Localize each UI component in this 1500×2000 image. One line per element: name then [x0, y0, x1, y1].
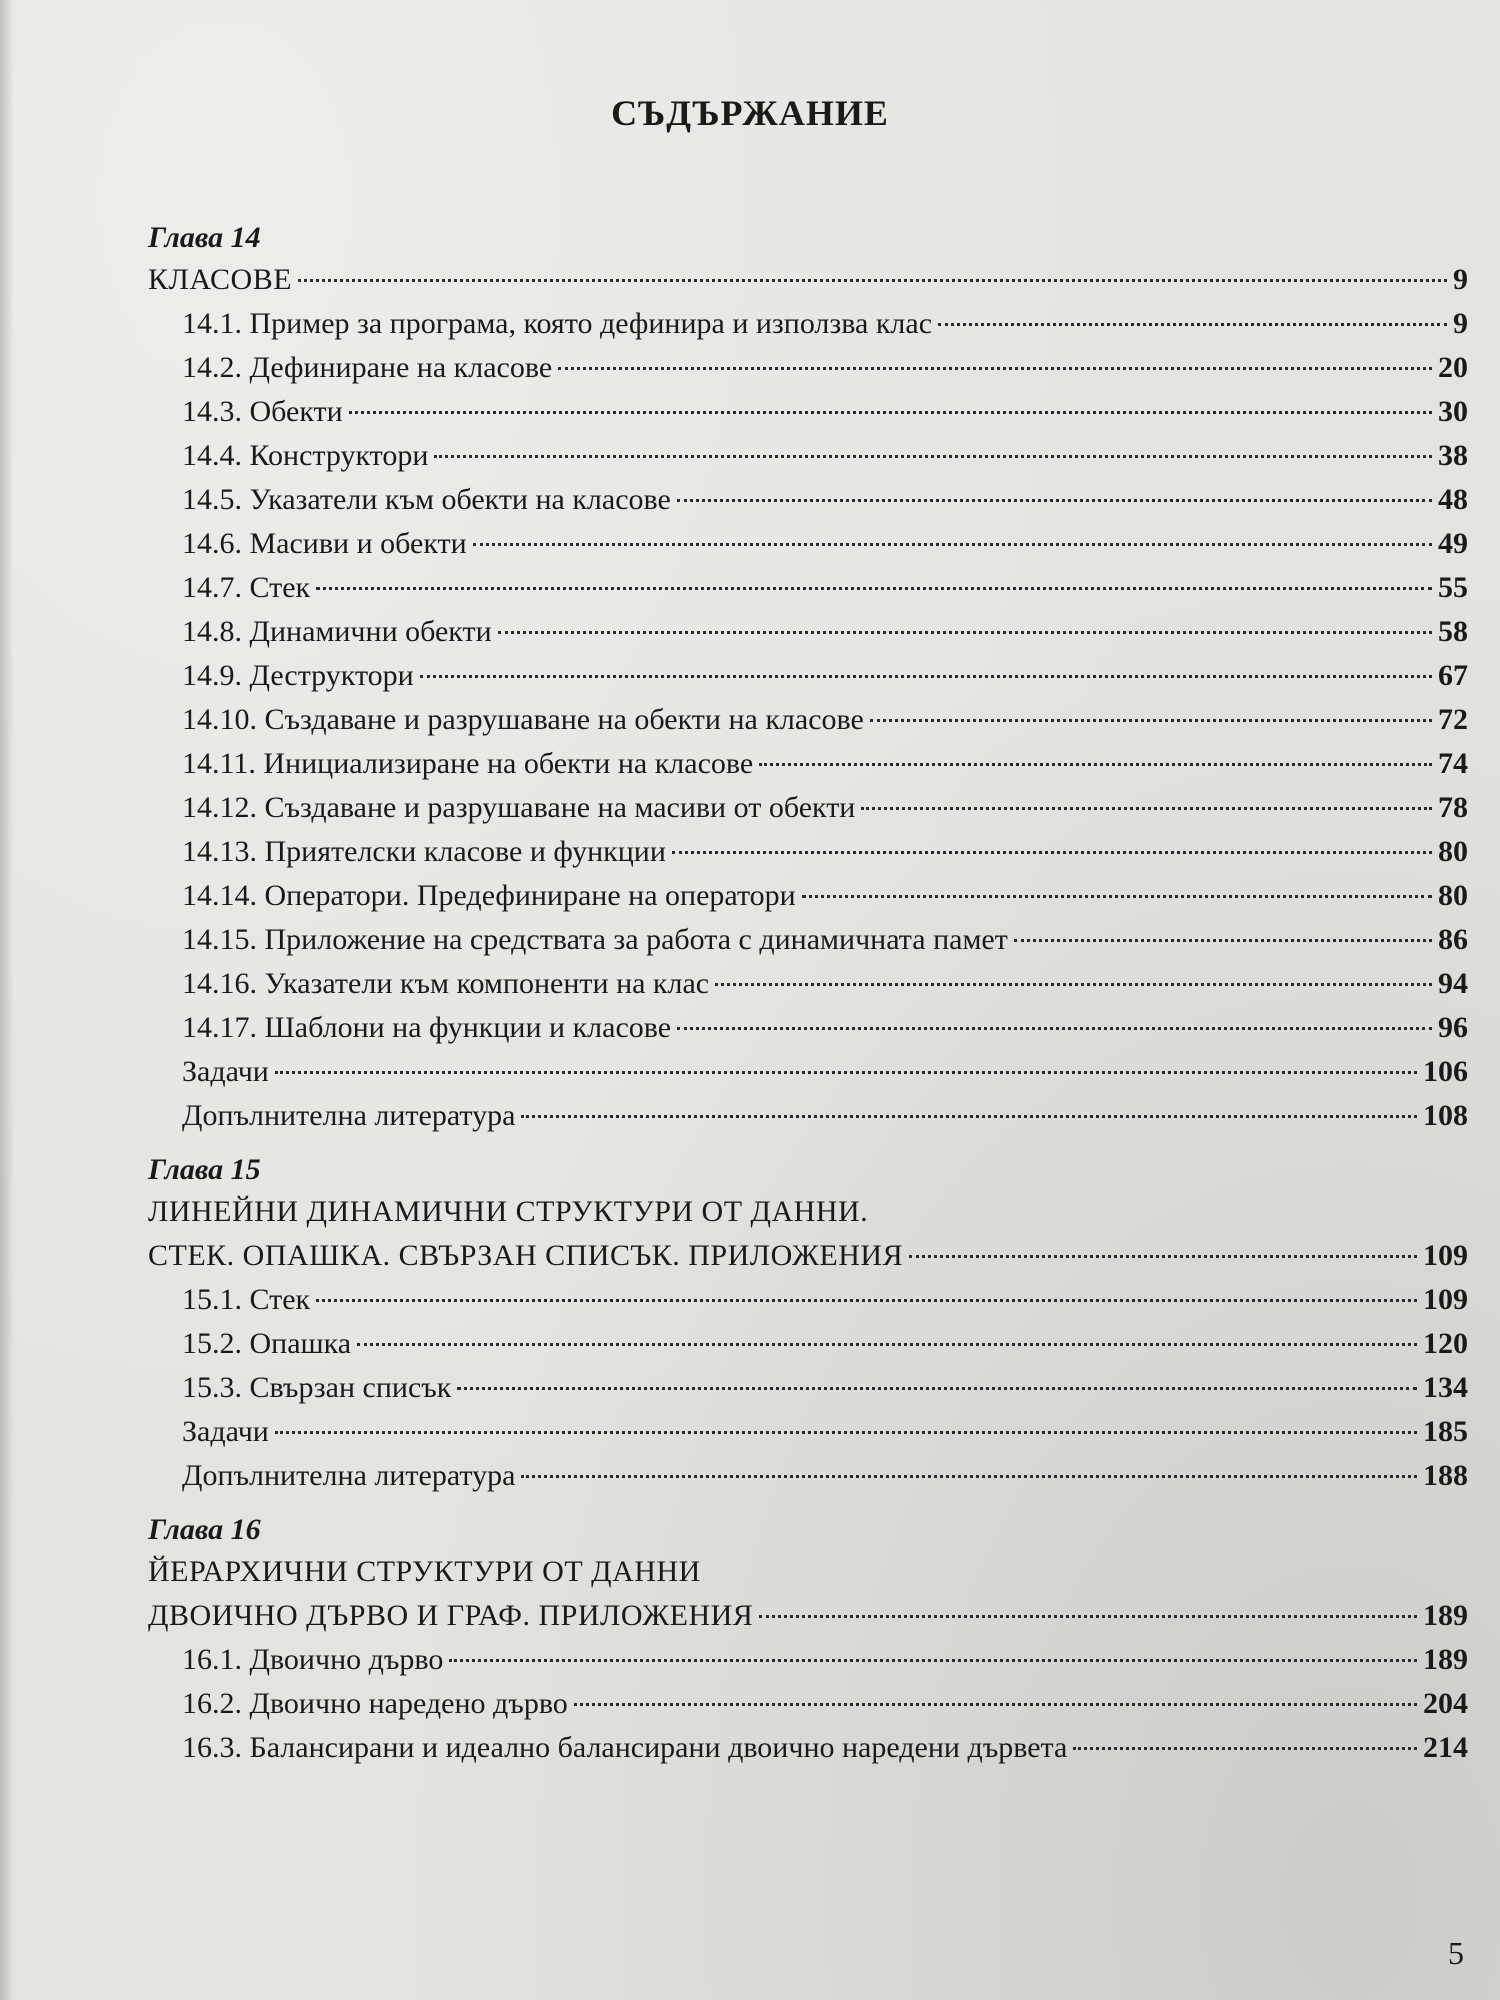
dot-leader — [677, 499, 1432, 502]
toc-entry-page: 185 — [1423, 1415, 1468, 1448]
toc-entry-label: 14.1. Пример за програма, която дефинира и използва клас — [182, 307, 933, 340]
toc-entry[interactable] — [148, 1322, 1468, 1366]
toc-entry-label: Допълнителна литература — [182, 1459, 516, 1492]
toc-entry-page: 49 — [1438, 527, 1468, 560]
table-of-contents — [148, 218, 1468, 1774]
chapter-block — [148, 1150, 1468, 1498]
dot-leader — [357, 1343, 1417, 1346]
toc-entry[interactable] — [148, 918, 1468, 962]
toc-entry-label: КЛАСОВЕ — [148, 263, 293, 296]
chapter-title-entry[interactable] — [148, 258, 1468, 302]
toc-entry-label: ДВОИЧНО ДЪРВО И ГРАФ. ПРИЛОЖЕНИЯ — [148, 1599, 754, 1632]
toc-entry[interactable] — [148, 830, 1468, 874]
toc-entry[interactable] — [148, 1638, 1468, 1682]
dot-leader — [870, 719, 1432, 722]
toc-entry-label: 16.2. Двоично наредено дърво — [182, 1687, 568, 1720]
page-title: СЪДЪРЖАНИЕ — [611, 93, 889, 133]
toc-entry[interactable] — [148, 390, 1468, 434]
toc-entry-label: Задачи — [182, 1055, 269, 1088]
toc-entry-label: 14.4. Конструктори — [182, 439, 429, 472]
toc-entry-label: 15.3. Свързан списък — [182, 1371, 452, 1404]
toc-entry-label: 16.3. Балансирани и идеално балансирани двоично наредени дървета — [182, 1731, 1068, 1764]
toc-entry-page: 9 — [1453, 307, 1468, 340]
toc-entry-label: 15.2. Опашка — [182, 1327, 352, 1360]
toc-entry-page: 94 — [1438, 967, 1468, 1000]
chapter-title-entry[interactable] — [148, 1594, 1468, 1638]
toc-entry-label: 14.8. Динамични обекти — [182, 615, 492, 648]
dot-leader — [473, 543, 1432, 546]
toc-entry[interactable] — [148, 1726, 1468, 1770]
dot-leader — [938, 323, 1447, 326]
dot-leader — [521, 1475, 1417, 1478]
toc-entry[interactable] — [148, 346, 1468, 390]
toc-entry-page: 188 — [1423, 1459, 1468, 1492]
chapter-title-entry[interactable] — [148, 1234, 1468, 1278]
dot-leader — [521, 1115, 1417, 1118]
toc-entry-label: Допълнителна литература — [182, 1099, 516, 1132]
toc-entry-label: 14.2. Дефиниране на класове — [182, 351, 553, 384]
dot-leader — [802, 895, 1432, 898]
toc-entry-page: 80 — [1438, 879, 1468, 912]
toc-entry-label: 14.7. Стек — [182, 571, 311, 604]
toc-entry[interactable] — [148, 698, 1468, 742]
dot-leader — [498, 631, 1432, 634]
chapter-title-line: ЛИНЕЙНИ ДИНАМИЧНИ СТРУКТУРИ ОТ ДАННИ. — [148, 1195, 869, 1228]
toc-entry[interactable] — [148, 302, 1468, 346]
dot-leader — [1073, 1747, 1417, 1750]
toc-entry-page: 78 — [1438, 791, 1468, 824]
toc-entry-label: 14.12. Създаване и разрушаване на масиви от обекти — [182, 791, 856, 824]
page-edge-shadow — [0, 0, 14, 2000]
dot-leader — [316, 587, 1432, 590]
toc-entry-label: 14.13. Приятелски класове и функции — [182, 835, 666, 868]
toc-entry-label: 15.1. Стек — [182, 1283, 311, 1316]
toc-entry[interactable] — [148, 654, 1468, 698]
toc-entry-page: 20 — [1438, 351, 1468, 384]
toc-entry[interactable] — [148, 874, 1468, 918]
chapter-label: Глава 16 — [148, 1513, 261, 1546]
toc-entry[interactable] — [148, 1094, 1468, 1138]
toc-entry-page: 189 — [1423, 1643, 1468, 1676]
page-number: 5 — [1448, 1935, 1464, 1971]
toc-entry-label: 14.5. Указатели към обекти на класове — [182, 483, 671, 516]
toc-entry[interactable] — [148, 1366, 1468, 1410]
dot-leader — [449, 1659, 1417, 1662]
dot-leader — [861, 807, 1432, 810]
chapter-label: Глава 14 — [148, 221, 261, 254]
toc-entry[interactable] — [148, 1050, 1468, 1094]
dot-leader — [420, 675, 1432, 678]
toc-entry[interactable] — [148, 1410, 1468, 1454]
dot-leader — [672, 851, 1432, 854]
toc-entry-page: 80 — [1438, 835, 1468, 868]
toc-entry-page: 30 — [1438, 395, 1468, 428]
dot-leader — [349, 411, 1432, 414]
toc-entry[interactable] — [148, 610, 1468, 654]
dot-leader — [558, 367, 1432, 370]
toc-entry-page: 55 — [1438, 571, 1468, 604]
chapter-block — [148, 218, 1468, 1138]
toc-entry[interactable] — [148, 478, 1468, 522]
dot-leader — [574, 1703, 1417, 1706]
toc-entry[interactable] — [148, 434, 1468, 478]
toc-entry[interactable] — [148, 1006, 1468, 1050]
toc-entry-page: 109 — [1423, 1239, 1468, 1272]
dot-leader — [677, 1027, 1432, 1030]
dot-leader — [316, 1299, 1417, 1302]
toc-entry-page: 134 — [1423, 1371, 1468, 1404]
toc-entry-label: 14.15. Приложение на средствата за работа с динамичната памет — [182, 923, 1008, 956]
dot-leader — [298, 279, 1447, 282]
dot-leader — [759, 763, 1432, 766]
dot-leader — [275, 1071, 1417, 1074]
toc-entry-label: 14.10. Създаване и разрушаване на обекти на класове — [182, 703, 864, 736]
toc-entry-page: 189 — [1423, 1599, 1468, 1632]
toc-entry[interactable] — [148, 1278, 1468, 1322]
toc-entry-page: 48 — [1438, 483, 1468, 516]
toc-entry-page: 67 — [1438, 659, 1468, 692]
toc-entry-label: 14.11. Инициализиране на обекти на класове — [182, 747, 754, 780]
dot-leader — [909, 1255, 1417, 1258]
toc-entry-label: 16.1. Двоично дърво — [182, 1643, 444, 1676]
toc-entry-page: 58 — [1438, 615, 1468, 648]
toc-entry-page: 106 — [1423, 1055, 1468, 1088]
toc-entry-page: 9 — [1453, 263, 1468, 296]
toc-entry-label: 14.6. Масиви и обекти — [182, 527, 467, 560]
dot-leader — [457, 1387, 1417, 1390]
dot-leader — [1014, 939, 1432, 942]
toc-entry-label: 14.16. Указатели към компоненти на клас — [182, 967, 710, 1000]
toc-entry-page: 74 — [1438, 747, 1468, 780]
toc-entry-label: Задачи — [182, 1415, 269, 1448]
chapter-block — [148, 1510, 1468, 1770]
chapter-title-line: ЙЕРАРХИЧНИ СТРУКТУРИ ОТ ДАННИ — [148, 1555, 701, 1588]
toc-entry-page: 109 — [1423, 1283, 1468, 1316]
toc-entry-page: 204 — [1423, 1687, 1468, 1720]
toc-entry-label: 14.17. Шаблони на функции и класове — [182, 1011, 672, 1044]
toc-entry-label: 14.9. Деструктори — [182, 659, 414, 692]
toc-entry[interactable] — [148, 962, 1468, 1006]
chapter-label: Глава 15 — [148, 1153, 261, 1186]
toc-entry[interactable] — [148, 1682, 1468, 1726]
toc-entry-page: 108 — [1423, 1099, 1468, 1132]
toc-entry[interactable] — [148, 522, 1468, 566]
toc-entry-label: СТЕК. ОПАШКА. СВЪРЗАН СПИСЪК. ПРИЛОЖЕНИЯ — [148, 1239, 904, 1272]
toc-entry[interactable] — [148, 1454, 1468, 1498]
toc-entry[interactable] — [148, 742, 1468, 786]
toc-entry[interactable] — [148, 786, 1468, 830]
toc-entry-page: 96 — [1438, 1011, 1468, 1044]
dot-leader — [715, 983, 1432, 986]
toc-entry-page: 72 — [1438, 703, 1468, 736]
toc-entry-page: 120 — [1423, 1327, 1468, 1360]
toc-entry-page: 86 — [1438, 923, 1468, 956]
toc-entry-label: 14.3. Обекти — [182, 395, 343, 428]
toc-entry-label: 14.14. Оператори. Предефиниране на оператори — [182, 879, 796, 912]
dot-leader — [434, 455, 1432, 458]
dot-leader — [275, 1431, 1417, 1434]
dot-leader — [759, 1615, 1417, 1618]
toc-entry-page: 214 — [1423, 1731, 1468, 1764]
toc-entry[interactable] — [148, 566, 1468, 610]
toc-entry-page: 38 — [1438, 439, 1468, 472]
